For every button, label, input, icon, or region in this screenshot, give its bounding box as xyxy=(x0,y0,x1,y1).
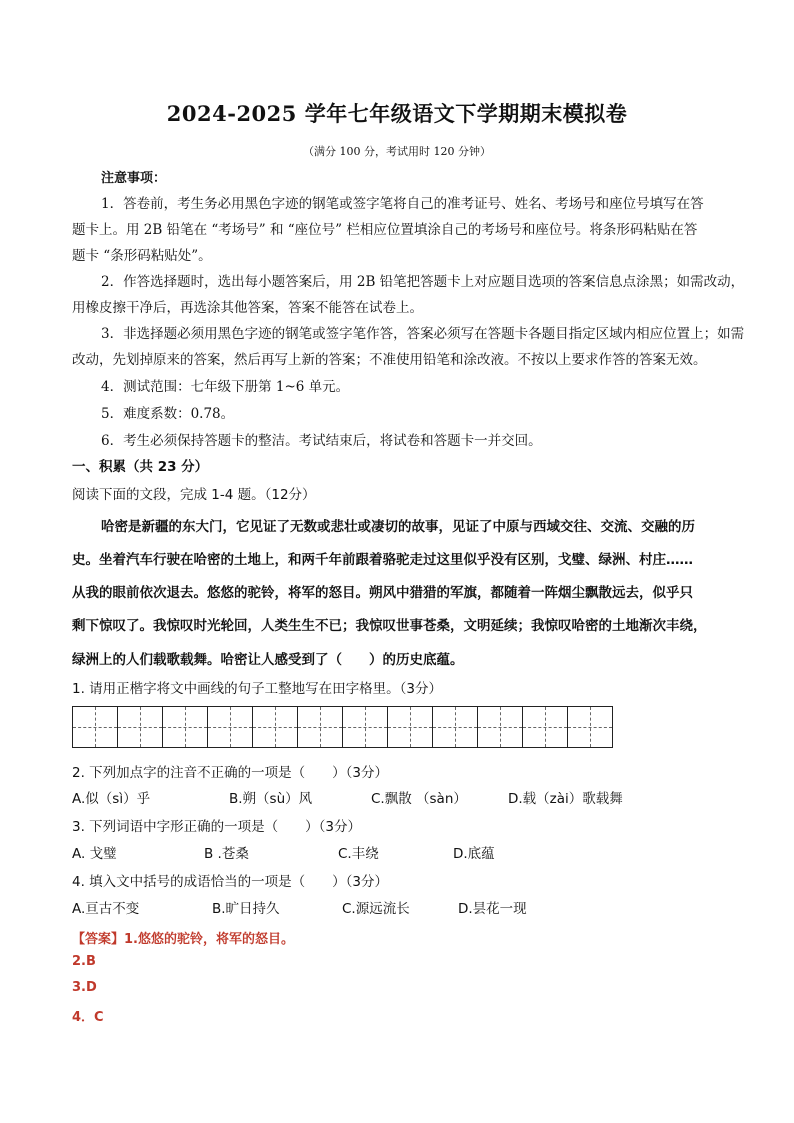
q2-option-c[interactable]: C.飘散 （sàn） xyxy=(371,791,467,807)
grid-cell[interactable] xyxy=(477,706,523,748)
q4-option-a[interactable]: A.亘古不变 xyxy=(72,901,140,917)
grid-cell[interactable] xyxy=(432,706,478,748)
page-title: 2024-2025 学年七年级语文下学期期末模拟卷 xyxy=(166,101,628,126)
reading-intro: 阅读下面的文段，完成 1-4 题。（12分） xyxy=(72,487,316,503)
answer-line-1 xyxy=(72,928,294,947)
passage-line: 绿洲上的人们载歌载舞。哈密让人感受到了（ ）的历史底蕴。 xyxy=(72,652,464,668)
notice-heading: 注意事项： xyxy=(101,171,167,186)
notice-line: 改动，先划掉原来的答案，然后再写上新的答案；不准使用铅笔和涂改液。不按以上要求作答的答案无效。 xyxy=(72,352,707,368)
notice-line: 题卡 “条形码粘贴处”。 xyxy=(72,248,212,264)
q2-option-a[interactable]: A.似（sì）乎 xyxy=(72,791,151,807)
page-subtitle: （满分 100 分，考试用时 120 分钟） xyxy=(303,145,491,158)
passage-line: 史。坐着汽车行驶在哈密的土地上，和两千年前跟着骆驼走过这里似乎没有区别，戈璧、绿洲、村庄…… xyxy=(72,552,693,568)
answer-3: 3.D xyxy=(72,980,97,995)
notice-line: 1．答卷前，考生务必用黑色字迹的钢笔或签字笔将自己的准考证号、姓名、考场号和座位号填写在答 xyxy=(101,196,704,212)
q2-option-b[interactable]: B.朔（sù）风 xyxy=(229,791,313,807)
q4-option-b[interactable]: B.旷日持久 xyxy=(212,901,280,917)
grid-cell[interactable] xyxy=(567,706,613,748)
grid-cell[interactable] xyxy=(522,706,568,748)
notice-line: 4．测试范围：七年级下册第 1~6 单元。 xyxy=(101,379,350,395)
q3-option-b[interactable]: B .苍桑 xyxy=(204,846,249,862)
answer-4: 4．C xyxy=(72,1010,104,1025)
q4-option-d[interactable]: D.昙花一现 xyxy=(458,901,527,917)
grid-cell[interactable] xyxy=(72,706,118,748)
notice-line: 2．作答选择题时，选出每小题答案后，用 2B 铅笔把答题卡上对应题目选项的答案信息点涂黑；如需改动， xyxy=(101,274,745,290)
passage-line: 哈密是新疆的东大门，它见证了无数或悲壮或凄切的故事，见证了中原与西域交往、交流、交融的历 xyxy=(101,519,695,535)
q4-option-c[interactable]: C.源远流长 xyxy=(342,901,410,917)
question-2: 2. 下列加点字的注音不正确的一项是（ ）（3分） xyxy=(72,765,389,781)
grid-cell[interactable] xyxy=(342,706,388,748)
grid-cell[interactable] xyxy=(387,706,433,748)
grid-cell[interactable] xyxy=(252,706,298,748)
question-3: 3. 下列词语中字形正确的一项是（ ）（3分） xyxy=(72,819,362,835)
q3-option-d[interactable]: D.底蕴 xyxy=(453,846,495,862)
grid-cell[interactable] xyxy=(297,706,343,748)
answer-1: 1.悠悠的驼铃，将军的怒目。 xyxy=(124,932,294,947)
grid-cell[interactable] xyxy=(117,706,163,748)
notice-line: 6．考生必须保持答题卡的整洁。考试结束后，将试卷和答题卡一并交回。 xyxy=(101,433,542,449)
answer-2: 2.B xyxy=(72,954,96,969)
notice-line: 用橡皮擦干净后，再选涂其他答案，答案不能答在试卷上。 xyxy=(72,300,423,316)
question-4: 4. 填入文中括号的成语恰当的一项是（ ）（3分） xyxy=(72,874,389,890)
answer-label: 【答案】 xyxy=(72,932,125,947)
grid-cell[interactable] xyxy=(207,706,253,748)
q3-option-a[interactable]: A. 戈璧 xyxy=(72,846,117,862)
section-heading: 一、积累（共 23 分） xyxy=(72,459,209,475)
notice-line: 5．难度系数：0.78。 xyxy=(101,406,235,422)
passage-line: 剩下惊叹了。我惊叹时光轮回，人类生生不已；我惊叹世事苍桑，文明延续；我惊叹哈密的土地渐次丰绕， xyxy=(72,618,707,634)
notice-line: 题卡上。用 2B 铅笔在 “考场号” 和 “座位号” 栏相应位置填涂自己的考场号和座位号。将条形码粘贴在答 xyxy=(72,222,698,238)
passage-line: 从我的眼前依次退去。悠悠的驼铃，将军的怒目。朔风中猎猎的军旗，都随着一阵烟尘飘散远去，似乎只 xyxy=(72,585,693,601)
question-1: 1. 请用正楷字将文中画线的句子工整地写在田字格里。（3分） xyxy=(72,681,443,697)
grid-cell[interactable] xyxy=(162,706,208,748)
q3-option-c[interactable]: C.丰绕 xyxy=(338,846,379,862)
notice-line: 3．非选择题必须用黑色字迹的钢笔或签字笔作答，答案必须写在答题卡各题目指定区域内相应位置上；如需 xyxy=(101,326,745,342)
writing-grid[interactable] xyxy=(72,706,624,748)
q2-option-d[interactable]: D.载（zài）歌载舞 xyxy=(508,791,623,807)
